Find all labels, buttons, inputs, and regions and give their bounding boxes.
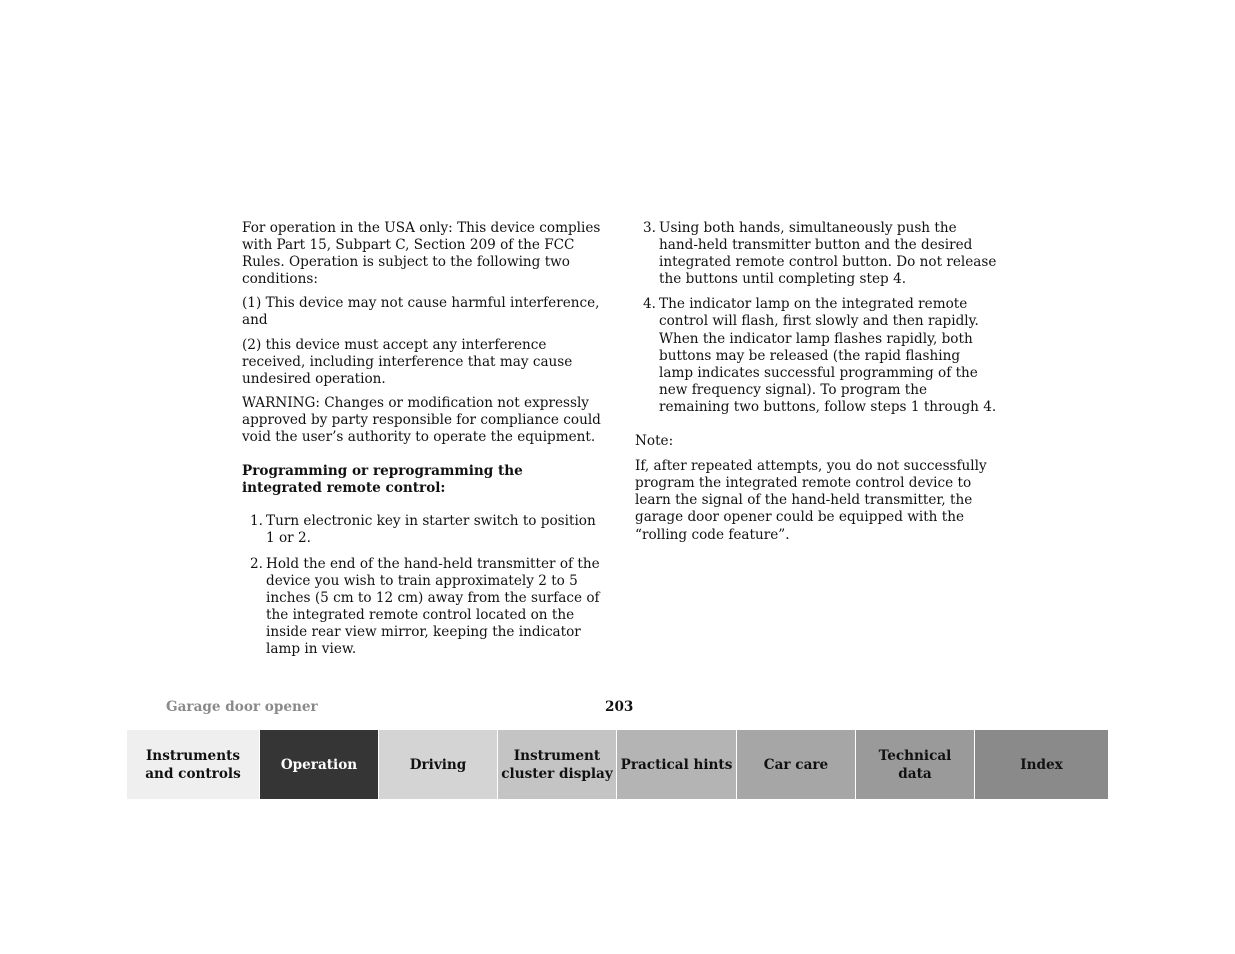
step-number: 3. [643,220,656,236]
list-item [242,513,604,547]
tab-instruments-and-controls[interactable] [127,730,259,799]
step-text: Hold the end of the hand-held transmitter of the device you wish to train approximately 2 to 5 inches (5 cm to 12 cm) away from the surface of the integrated remote control located on the inside rear view mirror, keeping the indicator lamp in view. [266,555,600,657]
tab-operation[interactable] [259,730,378,799]
step-text: The indicator lamp on the integrated remote control will flash, first slowly and then rapidly. When the indicator lamp flashes rapidly, both buttons may be released (the rapid flashing lamp indicates successful programming of the new frequency signal). To program the remaining two buttons, follow steps 1 through 4. [659,296,997,415]
tab-index[interactable] [974,730,1108,799]
fcc-paragraph: For operation in the USA only: This device complies with Part 15, Subpart C, Section 209 of the FCC Rules. Operation is subject to the following two conditions: [242,220,601,288]
tab-label: Instruments and controls [145,747,241,782]
tab-driving[interactable] [378,730,497,799]
list-item [635,296,997,416]
tab-label: Driving [409,756,467,773]
tab-label: Operation [280,756,358,773]
tab-label: Technical data [878,747,952,782]
tab-label: Index [1020,756,1063,773]
tab-car-care[interactable] [736,730,855,799]
warning-text: WARNING: Changes or modification not expressly approved by party responsible for compliance could void the user’s authority to operate the equipment. [242,394,601,446]
tab-label: Instrument cluster display [501,747,613,782]
tab-technical-data[interactable] [855,730,974,799]
tab-instrument-cluster-display[interactable] [497,730,616,799]
step-text: Using both hands, simultaneously push the hand-held transmitter button and the desired integrated remote control button. Do not release the buttons until completing step 4. [659,220,997,288]
tab-practical-hints[interactable] [616,730,736,799]
right-column [635,220,997,551]
step-number: 2. [250,555,263,572]
left-column [242,220,604,666]
condition-2: (2) this device must accept any interference received, including interference that may cause undesired operation. [242,336,573,387]
tab-label: Practical hints [620,756,733,773]
note-label: Note: [635,433,674,450]
tab-label: Car care [763,756,829,773]
note-text: If, after repeated attempts, you do not successfully program the integrated remote control device to learn the signal of the hand-held transmitter, the garage door opener could be equipped with the “rolling code feature”. [635,458,987,543]
section-title: Garage door opener [166,699,318,715]
step-number: 4. [643,296,656,313]
step-text: Turn electronic key in starter switch to position 1 or 2. [266,513,596,547]
section-heading: Programming or reprogramming the integrated remote control: [242,463,523,497]
condition-1: (1) This device may not cause harmful interference, and [242,295,600,329]
step-number: 1. [250,513,263,530]
list-item [635,220,997,288]
page-number: 203 [605,699,634,715]
list-item [242,556,604,659]
chapter-nav-bar [127,730,1108,799]
